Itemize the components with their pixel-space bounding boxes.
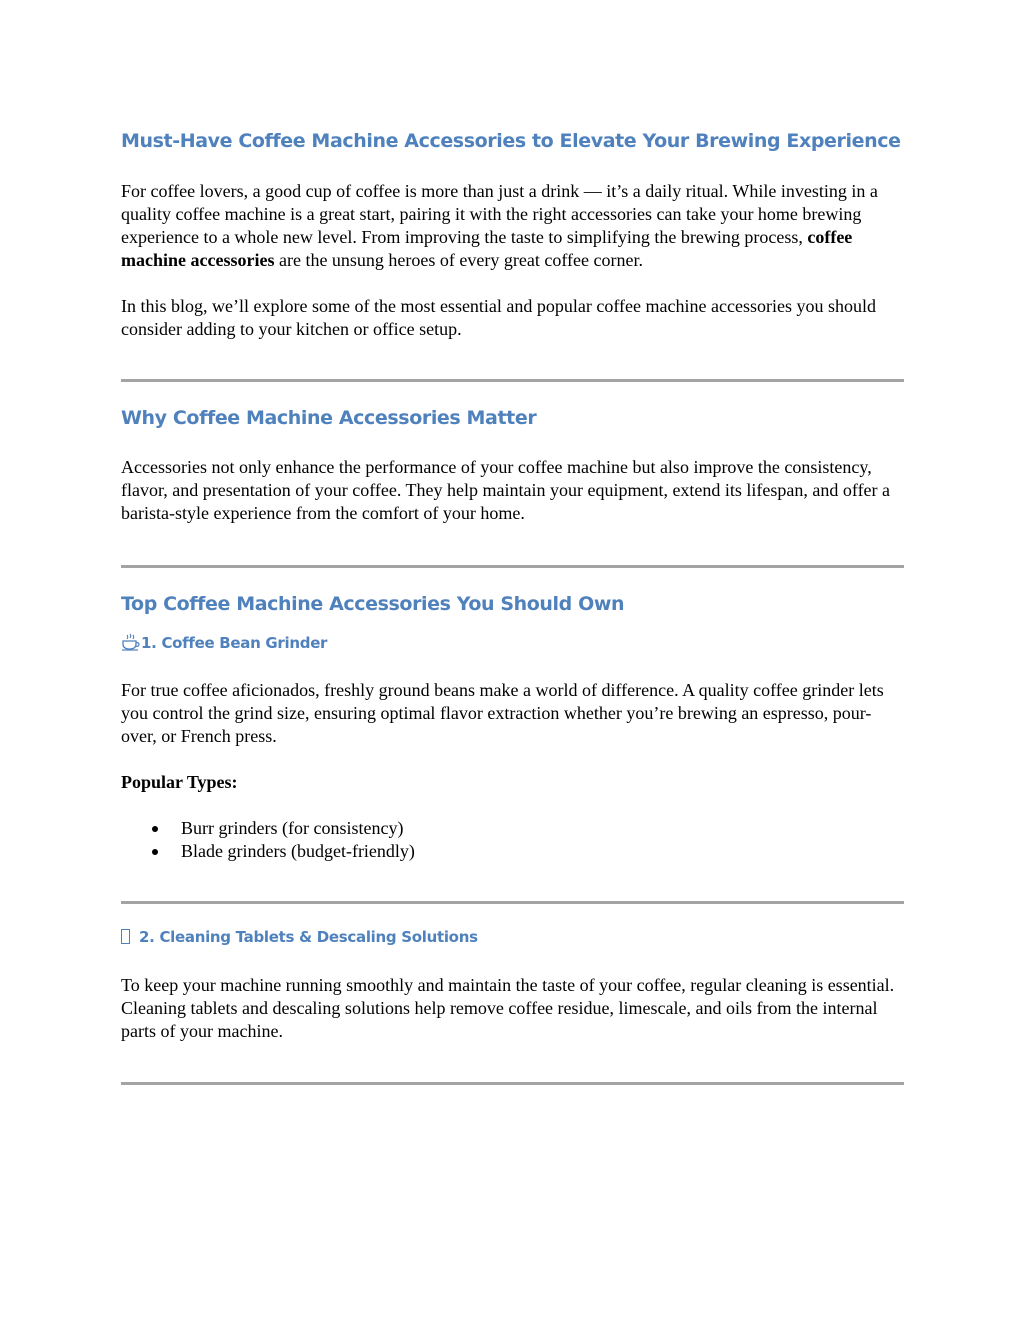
missing-glyph-icon	[121, 929, 130, 944]
popular-types-label: Popular Types:	[121, 772, 238, 792]
popular-types-list	[121, 817, 906, 863]
coffee-cup-icon	[121, 633, 141, 651]
intro-bold-phrase: coffee machine accessories	[121, 227, 853, 270]
blog-intro-paragraph: In this blog, we’ll explore some of the most essential and popular coffee machine accessories you should consider adding to your kitchen or office setup.	[121, 296, 876, 339]
section-divider	[121, 379, 904, 382]
grinder-paragraph: For true coffee aficionados, freshly ground beans make a world of difference. A quality coffee grinder lets you control the grind size, ensuring optimal flavor extraction whether you’re brewing an espresso, pour-over, or French press.	[121, 680, 884, 746]
page-title: Must-Have Coffee Machine Accessories to Elevate Your Brewing Experience	[121, 130, 901, 152]
list-item: Blade grinders (budget-friendly)	[181, 840, 906, 863]
top-accessories-heading: Top Coffee Machine Accessories You Should Own	[121, 593, 625, 615]
grinder-heading	[121, 633, 906, 652]
why-heading: Why Coffee Machine Accessories Matter	[121, 407, 537, 429]
section-divider	[121, 1082, 904, 1085]
cleaning-heading-text: 2. Cleaning Tablets & Descaling Solutions	[139, 928, 478, 946]
section-divider	[121, 565, 904, 568]
intro-text-start: For coffee lovers, a good cup of coffee is more than just a drink — it’s a daily ritual. While investing in a quality coffee machine is a great start, pairing it with the right accessories can take your home brewing experience to a whole new level. From improving the taste to simplifying the brewing process,	[121, 181, 878, 247]
intro-text-end: are the unsung heroes of every great coffee corner.	[274, 250, 643, 270]
document-page	[121, 130, 906, 1085]
section-divider	[121, 901, 904, 904]
list-item: Burr grinders (for consistency)	[181, 817, 906, 840]
grinder-heading-text: 1. Coffee Bean Grinder	[141, 634, 328, 652]
why-paragraph: Accessories not only enhance the performance of your coffee machine but also improve the consistency, flavor, and presentation of your coffee. They help maintain your equipment, extend its lifespan, and offer a barista-style experience from the comfort of your home.	[121, 457, 891, 523]
intro-paragraph	[121, 180, 906, 272]
cleaning-paragraph: To keep your machine running smoothly and maintain the taste of your coffee, regular cleaning is essential. Cleaning tablets and descaling solutions help remove coffee residue, limescale, and oils from the internal parts of your machine.	[121, 975, 895, 1041]
cleaning-heading	[121, 928, 906, 946]
